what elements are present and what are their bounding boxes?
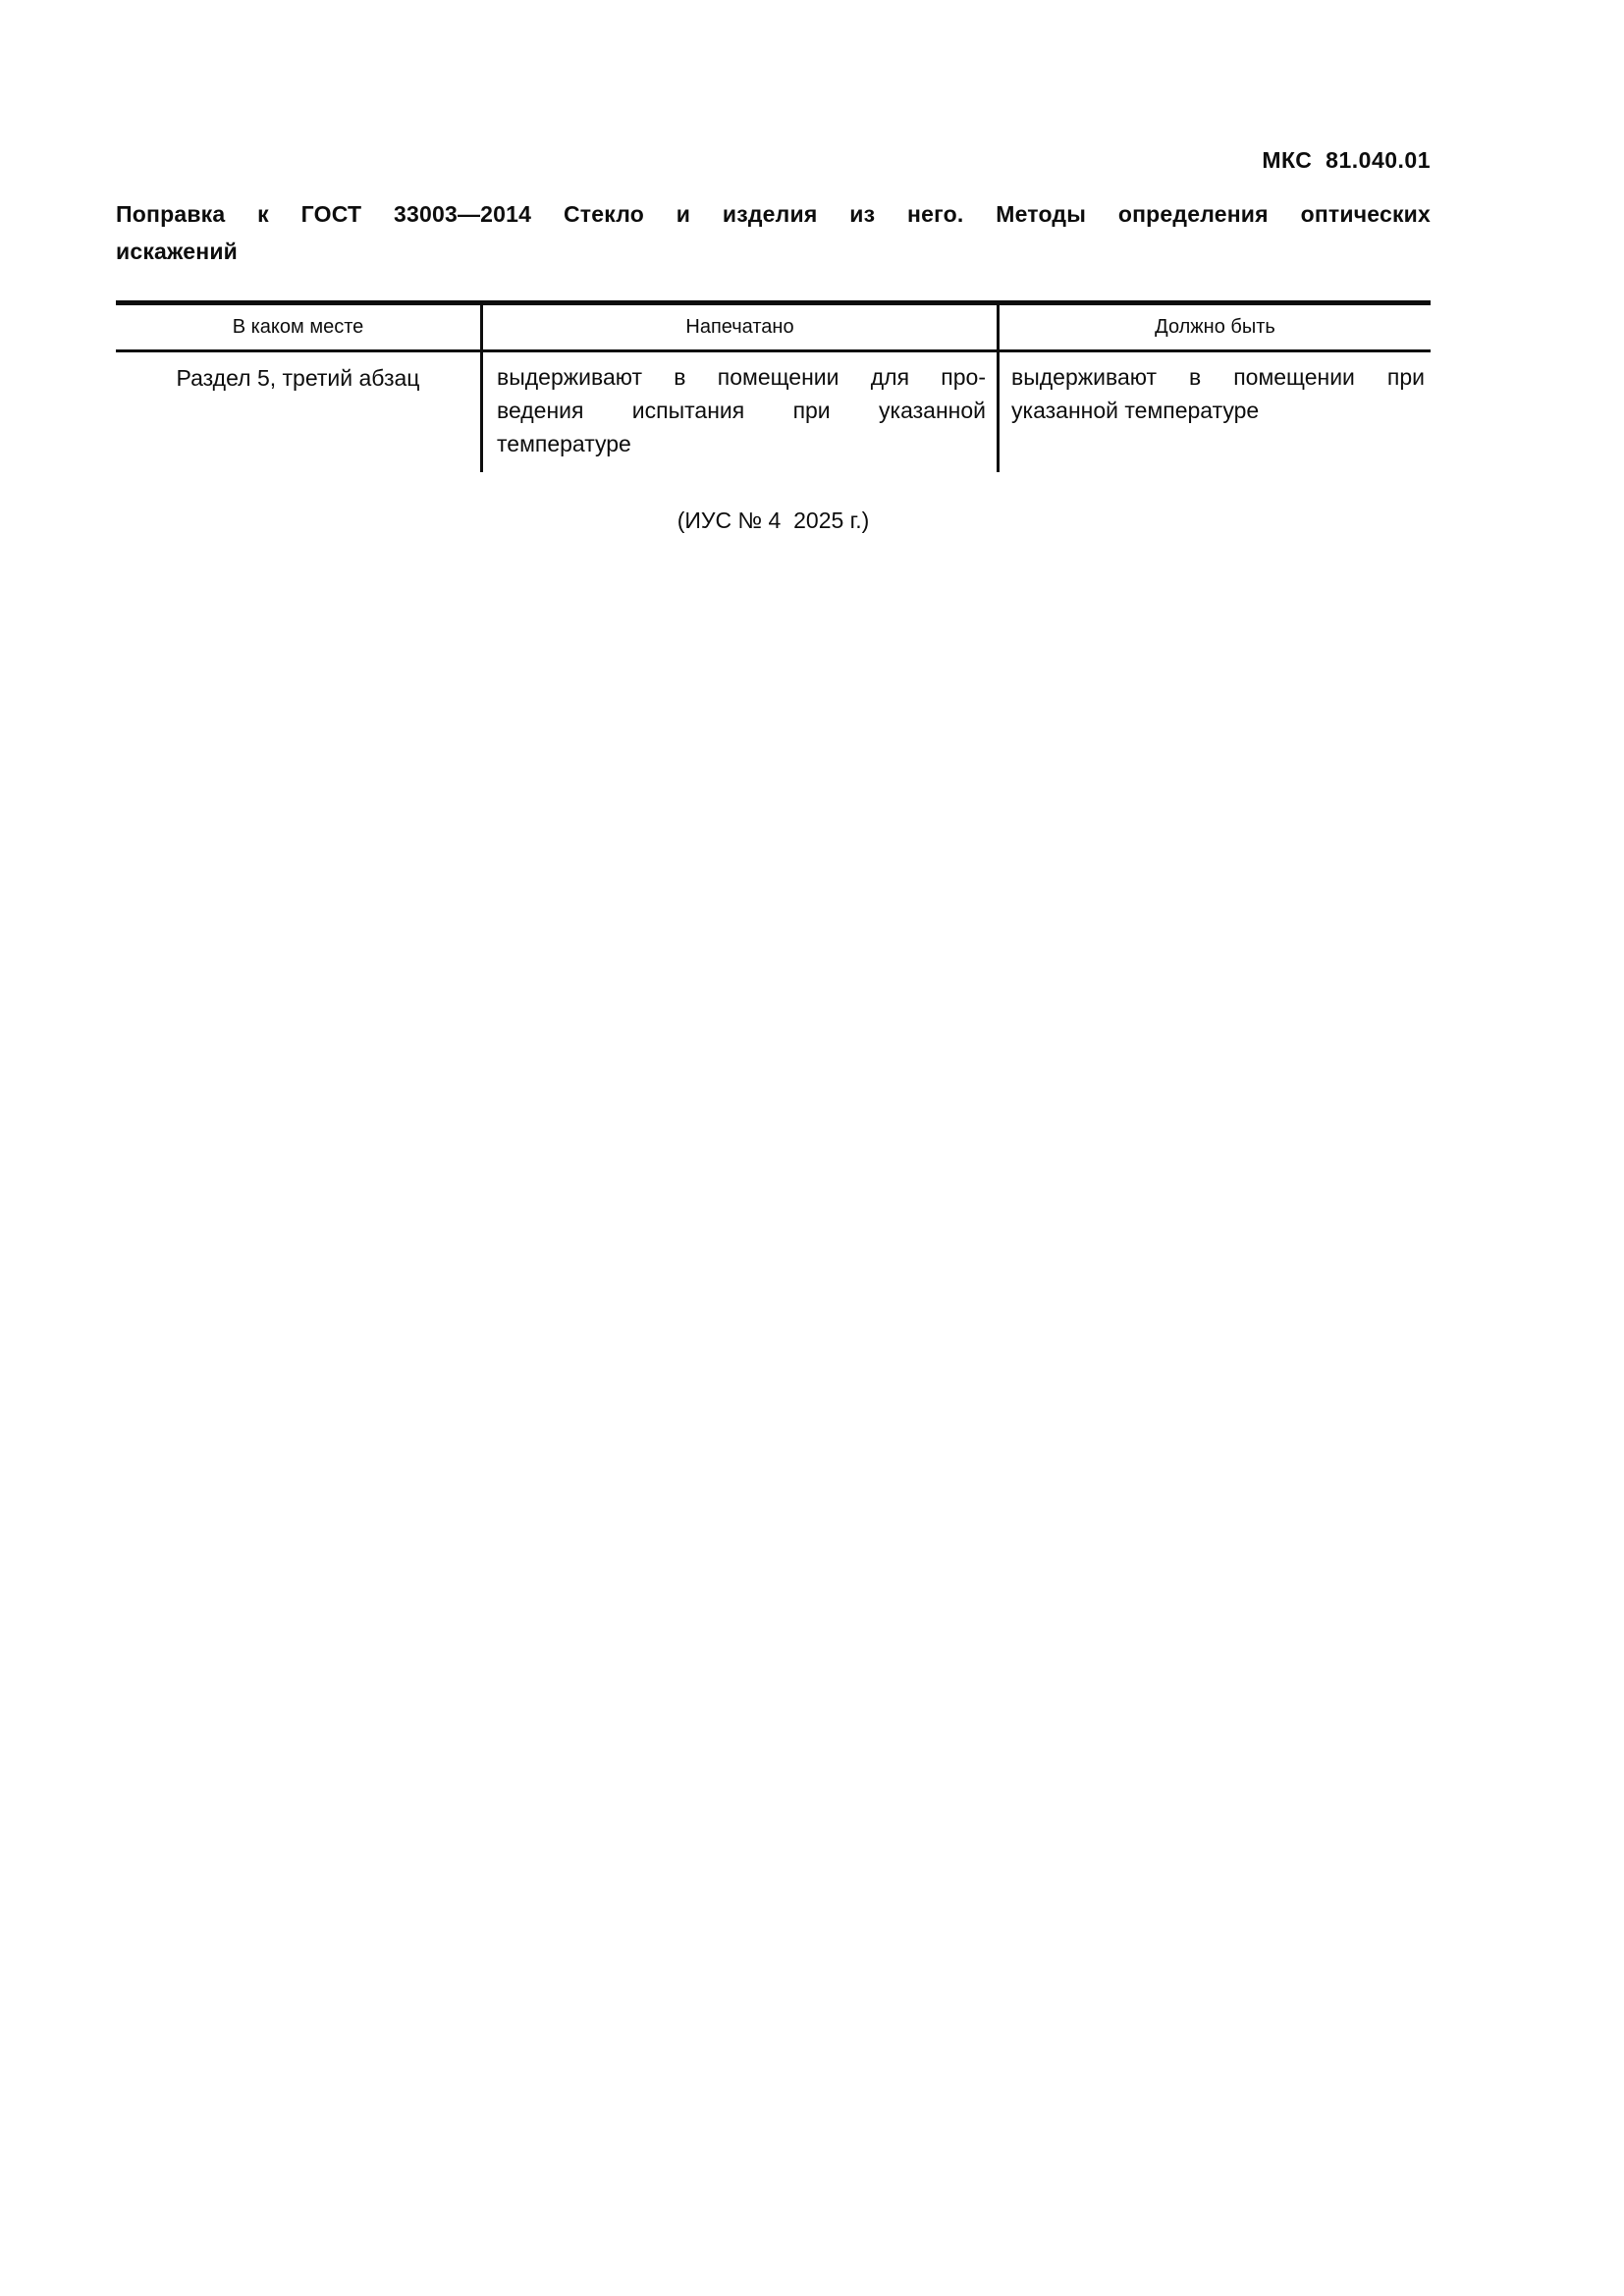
table-row <box>116 352 1431 472</box>
printed-text-line2: ведения испытания при указанной <box>497 398 986 423</box>
ius-publication-note: (ИУС № 4 2025 г.) <box>677 507 870 533</box>
document-title-line1: Поправка к ГОСТ 33003—2014 Стекло и изделия из него. Методы определения оптических <box>116 201 1431 227</box>
document-content <box>116 147 1431 534</box>
table-header-row <box>116 305 1431 352</box>
should-be-text-line2: указанной температуре <box>1011 398 1260 423</box>
table-cell-location: Раздел 5, третий абзац <box>176 365 420 391</box>
table-cell-printed <box>480 352 997 472</box>
corrections-table <box>116 300 1431 472</box>
table-header-should-be: Должно быть <box>997 305 1431 349</box>
should-be-text-line1: выдерживают в помещении при <box>1011 364 1425 390</box>
printed-text-line3: температуре <box>497 431 631 456</box>
table-cell-should-be <box>997 352 1431 472</box>
table-header-location: В каком месте <box>232 316 364 338</box>
mks-classification-code: МКС 81.040.01 <box>1262 147 1431 173</box>
printed-text-line1: выдерживают в помещении для про- <box>497 364 986 390</box>
table-header-printed: Напечатано <box>480 305 997 349</box>
document-title <box>116 195 1431 270</box>
document-title-line2: искажений <box>116 239 238 264</box>
